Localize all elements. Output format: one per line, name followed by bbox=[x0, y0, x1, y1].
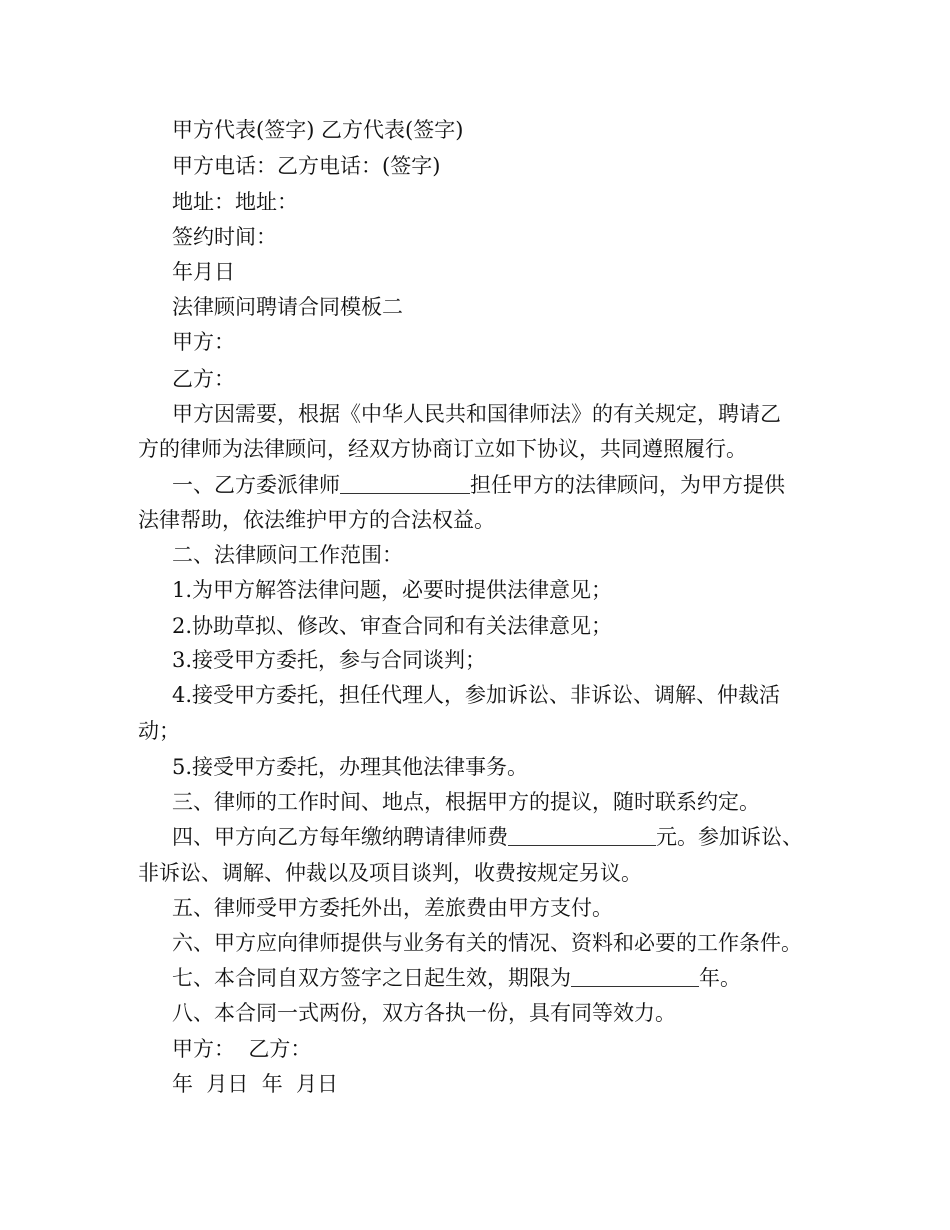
clause-4-line-1 bbox=[172, 822, 803, 852]
scope-item-4-line-2: 动； bbox=[138, 719, 180, 743]
template-title: 法律顾问聘请合同模板二 bbox=[172, 295, 403, 319]
clause-5: 五、律师受甲方委托外出，差旅费由甲方支付。 bbox=[172, 896, 613, 920]
clause-4-text-before: 四、甲方向乙方每年缴纳聘请律师费 bbox=[172, 825, 508, 849]
preamble-line-2: 方的律师为法律顾问，经双方协商订立如下协议，共同遵照履行。 bbox=[138, 437, 747, 461]
scope-item-4-line-1: 4.接受甲方委托，担任代理人，参加诉讼、非诉讼、调解、仲裁活 bbox=[172, 683, 781, 707]
clause-6: 六、甲方应向律师提供与业务有关的情况、资料和必要的工作条件。 bbox=[172, 931, 802, 955]
clause-4-text-after: 元。参加诉讼、 bbox=[656, 825, 803, 849]
fee-amount-blank bbox=[508, 825, 656, 846]
clause-7-text-before: 七、本合同自双方签字之日起生效，期限为 bbox=[172, 966, 571, 990]
term-years-blank bbox=[571, 966, 699, 987]
sign-time-line: 签约时间： bbox=[172, 225, 277, 249]
scope-item-2: 2.协助草拟、修改、审查合同和有关法律意见； bbox=[172, 614, 613, 638]
party-b-line: 乙方： bbox=[172, 367, 235, 391]
clause-7 bbox=[172, 963, 741, 993]
clause-1-text-after: 担任甲方的法律顾问，为甲方提供 bbox=[470, 473, 785, 497]
phone-line: 甲方电话：乙方电话：(签字) bbox=[172, 154, 441, 178]
lawyer-name-blank bbox=[340, 473, 470, 494]
clause-7-text-after: 年。 bbox=[699, 966, 741, 990]
clause-4-line-2: 非诉讼、调解、仲裁以及项目谈判，收费按规定另议。 bbox=[138, 861, 642, 885]
date-line-top: 年月日 bbox=[172, 260, 235, 284]
preamble-line-1: 甲方因需要，根据《中华人民共和国律师法》的有关规定，聘请乙 bbox=[172, 402, 781, 426]
scope-item-3: 3.接受甲方委托，参与合同谈判； bbox=[172, 648, 487, 672]
clause-1-line-1 bbox=[172, 470, 785, 500]
address-line: 地址：地址： bbox=[172, 190, 298, 214]
clause-1-line-2: 法律帮助，依法维护甲方的合法权益。 bbox=[138, 508, 495, 532]
sign-date-line: 年 月日 年 月日 bbox=[172, 1072, 339, 1096]
clause-1-text-before: 一、乙方委派律师 bbox=[172, 473, 340, 497]
scope-item-1: 1.为甲方解答法律问题，必要时提供法律意见； bbox=[172, 578, 613, 602]
party-a-line: 甲方： bbox=[172, 330, 235, 354]
sign-parties-line: 甲方： 乙方： bbox=[172, 1037, 312, 1061]
clause-8: 八、本合同一式两份，双方各执一份，具有同等效力。 bbox=[172, 1001, 676, 1025]
scope-item-5: 5.接受甲方委托，办理其他法律事务。 bbox=[172, 755, 529, 779]
clause-3: 三、律师的工作时间、地点，根据甲方的提议，随时联系约定。 bbox=[172, 790, 760, 814]
signature-reps-line: 甲方代表(签字) 乙方代表(签字) bbox=[172, 118, 464, 142]
clause-2-heading: 二、法律顾问工作范围： bbox=[172, 543, 403, 567]
